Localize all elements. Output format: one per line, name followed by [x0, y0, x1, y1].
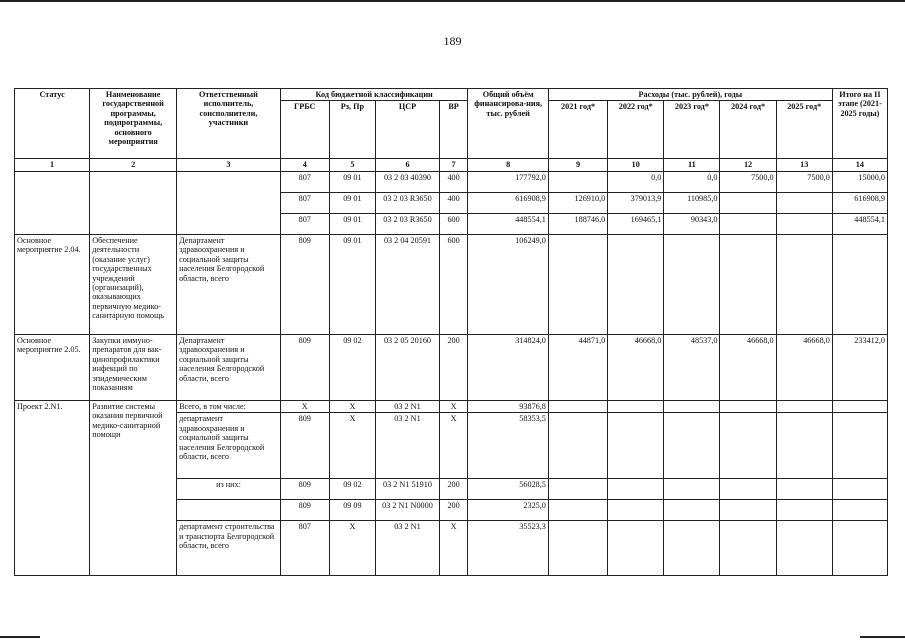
- header-2025: 2025 год*: [776, 101, 832, 159]
- col-number: 9: [548, 159, 607, 171]
- y2025-cell: 7500,0: [776, 171, 832, 192]
- header-csr: ЦСР: [376, 101, 440, 159]
- itogo-cell: [832, 400, 887, 412]
- total-cell: 56028,5: [468, 479, 549, 500]
- grbs-cell: 807: [280, 213, 329, 234]
- responsible-cell: [177, 171, 281, 234]
- y2023-cell: [664, 234, 720, 334]
- y2025-cell: [776, 521, 832, 576]
- total-cell: 106249,0: [468, 234, 549, 334]
- y2022-cell: [608, 413, 664, 479]
- y2023-cell: [664, 521, 720, 576]
- col-number: 14: [832, 159, 887, 171]
- y2024-cell: [720, 479, 776, 500]
- grbs-cell: 807: [280, 171, 329, 192]
- col-number: 12: [720, 159, 776, 171]
- total-cell: 177792,0: [468, 171, 549, 192]
- y2022-cell: [608, 234, 664, 334]
- y2022-cell: [608, 500, 664, 521]
- y2025-cell: [776, 413, 832, 479]
- grbs-cell: 809: [280, 334, 329, 400]
- col-number: 4: [280, 159, 329, 171]
- page-number: 189: [443, 34, 462, 48]
- header-itogo: Итого на II этапе (2021-2025 годы): [832, 89, 887, 159]
- itogo-cell: [832, 521, 887, 576]
- responsible-cell: [177, 500, 281, 521]
- grbs-cell: 809: [280, 500, 329, 521]
- y2023-cell: 48537,0: [664, 334, 720, 400]
- y2023-cell: [664, 413, 720, 479]
- header-code-group: Код бюджетной классификации: [280, 89, 468, 101]
- name-cell: [90, 171, 177, 234]
- itogo-cell: [832, 479, 887, 500]
- header-2022: 2022 год*: [608, 101, 664, 159]
- responsible-cell: из них:: [177, 479, 281, 500]
- status-cell: [15, 171, 90, 234]
- itogo-cell: [832, 234, 887, 334]
- y2024-cell: 7500,0: [720, 171, 776, 192]
- total-cell: 35523,3: [468, 521, 549, 576]
- col-number: 7: [439, 159, 468, 171]
- y2022-cell: [608, 479, 664, 500]
- grbs-cell: 807: [280, 192, 329, 213]
- col-number: 6: [376, 159, 440, 171]
- y2022-cell: 0,0: [608, 171, 664, 192]
- y2022-cell: 379013,9: [608, 192, 664, 213]
- budget-table: [14, 88, 888, 576]
- col-number: 13: [776, 159, 832, 171]
- itogo-cell: [832, 500, 887, 521]
- vr-cell: 600: [439, 234, 468, 334]
- grbs-cell: X: [280, 400, 329, 412]
- csr-cell: 03 2 05 20160: [376, 334, 440, 400]
- csr-cell: 03 2 04 20591: [376, 234, 440, 334]
- itogo-cell: 616908,9: [832, 192, 887, 213]
- csr-cell: 03 2 03 40390: [376, 171, 440, 192]
- name-cell: Закупки иммуно-препаратов для вак-цинопрофилактики инфекций по эпидемическим показаниям: [90, 334, 177, 400]
- y2023-cell: 90343,0: [664, 213, 720, 234]
- csr-cell: 03 2 N1: [376, 413, 440, 479]
- itogo-cell: 233412,0: [832, 334, 887, 400]
- col-number: 1: [15, 159, 90, 171]
- status-cell: Основное мероприятие 2.04.: [15, 234, 90, 334]
- header-2024: 2024 год*: [720, 101, 776, 159]
- y2025-cell: [776, 500, 832, 521]
- header-rzpr: Рз, Пр: [329, 101, 376, 159]
- y2024-cell: [720, 500, 776, 521]
- rzpr-cell: 09 02: [329, 334, 376, 400]
- column-numbers-row: [15, 159, 888, 171]
- header-status: Статус: [15, 89, 90, 159]
- header-grbs: ГРБС: [280, 101, 329, 159]
- scan-edge-bottom-right: [860, 636, 905, 638]
- csr-cell: 03 2 03 R3650: [376, 213, 440, 234]
- csr-cell: 03 2 03 R3650: [376, 192, 440, 213]
- y2024-cell: [720, 234, 776, 334]
- table-row: [15, 334, 888, 400]
- table-row: [15, 171, 888, 192]
- total-cell: 314824,0: [468, 334, 549, 400]
- csr-cell: 03 2 N1: [376, 521, 440, 576]
- grbs-cell: 807: [280, 521, 329, 576]
- total-cell: 448554,1: [468, 213, 549, 234]
- total-cell: 2325,0: [468, 500, 549, 521]
- responsible-cell: Всего, в том числе:: [177, 400, 281, 412]
- header-name: Наименование государственной программы, подпрограммы, основного мероприятия: [90, 89, 177, 159]
- vr-cell: 200: [439, 334, 468, 400]
- table-row: [15, 234, 888, 334]
- y2023-cell: 110985,0: [664, 192, 720, 213]
- col-number: 8: [468, 159, 549, 171]
- y2024-cell: [720, 213, 776, 234]
- y2025-cell: [776, 213, 832, 234]
- vr-cell: X: [439, 413, 468, 479]
- csr-cell: 03 2 N1 51910: [376, 479, 440, 500]
- grbs-cell: 809: [280, 413, 329, 479]
- y2025-cell: [776, 479, 832, 500]
- col-number: 2: [90, 159, 177, 171]
- header-expenses: Расходы (тыс. рублей), годы: [548, 89, 832, 101]
- y2021-cell: [548, 500, 607, 521]
- name-cell: Обеспечение деятельности (оказание услуг) государственных учреждений (организаций), оказывающих первичную медико-санитарную помощь: [90, 234, 177, 334]
- vr-cell: 600: [439, 213, 468, 234]
- total-cell: 58353,5: [468, 413, 549, 479]
- y2024-cell: [720, 400, 776, 412]
- y2025-cell: [776, 234, 832, 334]
- vr-cell: 200: [439, 500, 468, 521]
- responsible-cell: Департамент здравоохранения и социальной защиты населения Белгородской области, всего: [177, 234, 281, 334]
- rzpr-cell: 09 01: [329, 192, 376, 213]
- y2022-cell: [608, 521, 664, 576]
- y2021-cell: [548, 400, 607, 412]
- responsible-cell: департамент строительства и транспорта Белгородской области, всего: [177, 521, 281, 576]
- scan-edge-top: [0, 0, 905, 2]
- csr-cell: 03 2 N1 N0000: [376, 500, 440, 521]
- vr-cell: 400: [439, 192, 468, 213]
- grbs-cell: 809: [280, 234, 329, 334]
- y2023-cell: [664, 400, 720, 412]
- vr-cell: 200: [439, 479, 468, 500]
- y2022-cell: [608, 400, 664, 412]
- y2023-cell: 0,0: [664, 171, 720, 192]
- y2023-cell: [664, 479, 720, 500]
- total-cell: 616908,9: [468, 192, 549, 213]
- y2021-cell: [548, 171, 607, 192]
- rzpr-cell: 09 01: [329, 171, 376, 192]
- y2024-cell: [720, 413, 776, 479]
- vr-cell: X: [439, 400, 468, 412]
- y2024-cell: [720, 521, 776, 576]
- col-number: 11: [664, 159, 720, 171]
- rzpr-cell: 09 01: [329, 234, 376, 334]
- header-responsible: Ответственный исполнитель, соисполнители, участники: [177, 89, 281, 159]
- header-vr: ВР: [439, 101, 468, 159]
- itogo-cell: 15000,0: [832, 171, 887, 192]
- name-cell: Развитие системы оказания первичной медико-санитарной помощи: [90, 400, 177, 575]
- header-row: [15, 89, 888, 101]
- rzpr-cell: 09 09: [329, 500, 376, 521]
- y2021-cell: [548, 479, 607, 500]
- responsible-cell: Департамент здравоохранения и социальной защиты населения Белгородской области, всего: [177, 334, 281, 400]
- itogo-cell: 448554,1: [832, 213, 887, 234]
- col-number: 5: [329, 159, 376, 171]
- y2021-cell: [548, 413, 607, 479]
- csr-cell: 03 2 N1: [376, 400, 440, 412]
- header-2023: 2023 год*: [664, 101, 720, 159]
- itogo-cell: [832, 413, 887, 479]
- rzpr-cell: X: [329, 413, 376, 479]
- y2021-cell: [548, 234, 607, 334]
- y2022-cell: 169465,1: [608, 213, 664, 234]
- responsible-cell: департамент здравоохранения и социальной защиты населения Белгородской области, всего: [177, 413, 281, 479]
- y2023-cell: [664, 500, 720, 521]
- y2022-cell: 46668,0: [608, 334, 664, 400]
- rzpr-cell: X: [329, 400, 376, 412]
- header-total: Общий объём финансирова-ния, тыс. рублей: [468, 89, 549, 159]
- y2021-cell: 188746,0: [548, 213, 607, 234]
- y2021-cell: 44871,0: [548, 334, 607, 400]
- header-2021: 2021 год*: [548, 101, 607, 159]
- rzpr-cell: 09 01: [329, 213, 376, 234]
- table-row: [15, 400, 888, 412]
- rzpr-cell: 09 02: [329, 479, 376, 500]
- rzpr-cell: X: [329, 521, 376, 576]
- col-number: 3: [177, 159, 281, 171]
- scan-edge-bottom-left: [0, 636, 40, 638]
- col-number: 10: [608, 159, 664, 171]
- y2024-cell: 46668,0: [720, 334, 776, 400]
- grbs-cell: 809: [280, 479, 329, 500]
- y2025-cell: [776, 400, 832, 412]
- status-cell: Основное мероприятие 2.05.: [15, 334, 90, 400]
- y2024-cell: [720, 192, 776, 213]
- y2025-cell: [776, 192, 832, 213]
- vr-cell: 400: [439, 171, 468, 192]
- y2021-cell: 126910,0: [548, 192, 607, 213]
- total-cell: 93876,8: [468, 400, 549, 412]
- y2025-cell: 46668,0: [776, 334, 832, 400]
- vr-cell: X: [439, 521, 468, 576]
- status-cell: Проект 2.N1.: [15, 400, 90, 575]
- y2021-cell: [548, 521, 607, 576]
